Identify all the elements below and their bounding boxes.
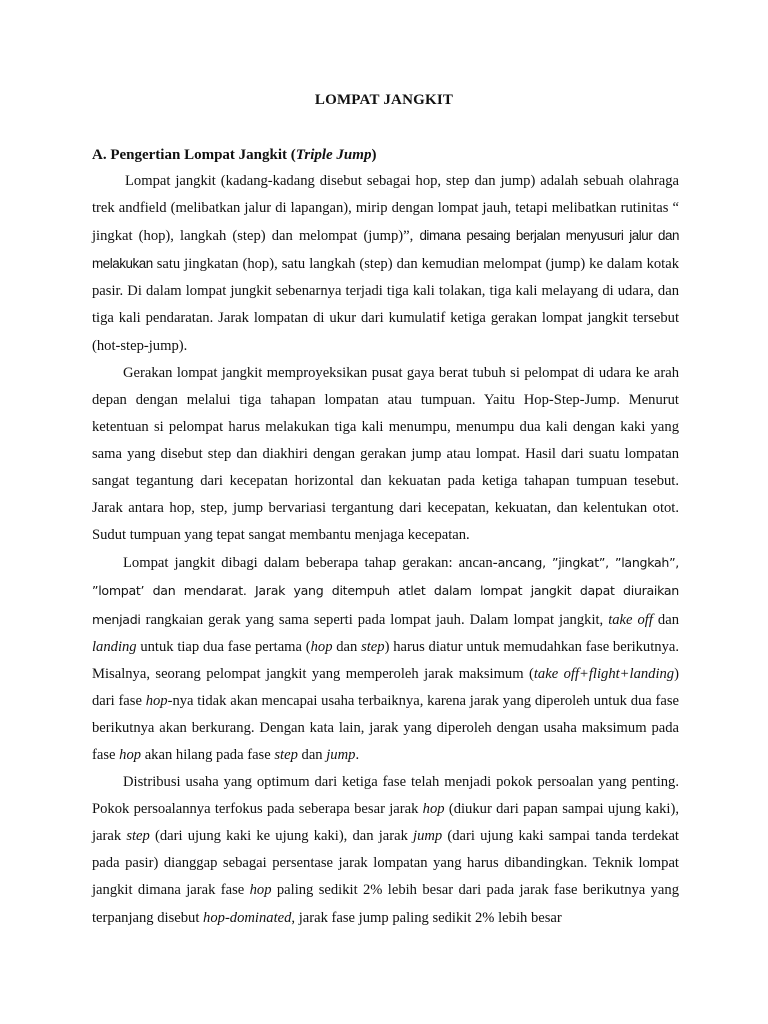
italic-term: step bbox=[126, 828, 150, 845]
italic-term: take off bbox=[608, 611, 653, 628]
text-run: dan bbox=[332, 638, 362, 655]
italic-term: landing bbox=[92, 638, 137, 655]
text-run: Gerakan lompat jangkit memproyeksikan pusat gaya berat tubuh si pelompat di udara ke arah depan dengan melalui tiga tahapan lompatan atau tumpuan. Yaitu Hop-Step-Jump. Menurut ketentuan si pelompat harus melakukan tiga kali menumpu, menumpu dua kali dengan kaki yang sama yang disebut step dan diakhiri dengan gerakan jump atau lompat. Hasil dari suatu lompatan sangat tegantung dari kecepatan horizontal dan kekuatan pada ketiga tahapan tumpuan tesebut. Jarak antara hop, step, jump bervariasi tergantung dari kecepatan, kekuatan, dan kelentukan otot. Sudut tumpuan yang tepat sangat membantu menjaga kecepatan. bbox=[92, 364, 679, 544]
text-run: dan bbox=[652, 611, 679, 628]
text-run: Lompat jangkit dibagi dalam beberapa tahap gerakan: ancan- bbox=[123, 555, 498, 572]
text-run: Distribusi usaha yang optimum dari ketiga fase telah menjadi pokok persoalan yang penting. Pokok persoalannya terfokus pada seberapa besar jarak bbox=[92, 774, 679, 818]
italic-term: jump bbox=[326, 746, 356, 763]
text-run: satu jingkatan (hop), satu langkah (step) dan kemudian melompat (jump) ke dalam kotak pasir. Di dalam lompat jungkit sebenarnya terjadi tiga kali tolakan, tiga kali melayang di udara, dan tiga kali pendaratan. Jarak lompatan di ukur dari kumulatif ketiga gerakan lompat jangkit tersebut (hot-step-jump). bbox=[92, 256, 679, 354]
text-run: Lompat jangkit (kadang-kadang disebut sebagai hop, step dan jump) adalah sebuah olahraga trek andfield (melibatkan jalur di lapangan), mirip dengan lompat jauh, tetapi melibatkan rutinitas “ jingkat (hop), langkah (step) dan melompat (jump)”, bbox=[92, 173, 679, 245]
document-title: LOMPAT JANGKIT bbox=[314, 92, 454, 108]
text-run: rangkaian gerak yang sama seperti pada lompat jauh. Dalam lompat jangkit, bbox=[140, 611, 609, 628]
text-run: ) dari fase bbox=[92, 665, 679, 709]
italic-term: hop bbox=[249, 882, 272, 899]
text-run: . bbox=[355, 746, 360, 763]
body-text bbox=[92, 168, 679, 932]
text-run: ) harus diatur untuk memudahkan fase berikutnya. Misalnya, seorang pelompat jangkit yang memperoleh jarak maksimum ( bbox=[92, 638, 679, 682]
italic-term: step bbox=[274, 746, 298, 763]
paragraph bbox=[92, 360, 679, 550]
italic-term: step bbox=[361, 638, 385, 655]
italic-term: hop bbox=[310, 638, 333, 655]
text-run: dan bbox=[297, 746, 327, 763]
section-heading-prefix: A. Pengertian Lompat Jangkit ( bbox=[92, 147, 296, 163]
italic-term: hop bbox=[145, 692, 168, 709]
section-heading-italic: Triple Jump bbox=[295, 147, 372, 163]
text-run: akan hilang pada fase bbox=[141, 746, 275, 763]
italic-term: take off+flight+landing bbox=[533, 665, 675, 682]
text-run: , jarak fase jump paling sedikit 2% lebih besar bbox=[291, 909, 562, 926]
paragraph bbox=[92, 769, 679, 932]
section-heading-suffix: ) bbox=[371, 147, 377, 163]
italic-term: hop-dominated bbox=[203, 909, 292, 926]
paragraph bbox=[92, 168, 679, 360]
text-run: ancang, ”jingkat”, ”langkah”, ”lompat’ dan mendarat. Jarak yang ditempuh atlet dalam lompat jangkit dapat diuraikan menjadi bbox=[92, 555, 679, 627]
text-run: dimana pesaing berjalan menyusuri jalur dan melakukan bbox=[92, 228, 679, 272]
text-run: -nya tidak akan mencapai usaha terbaiknya, karena jarak yang diperoleh untuk dua fase berikutnya akan berkurang. Dengan kata lain, jarak yang diperoleh dengan usaha maksimum pada fase bbox=[92, 692, 680, 763]
section-heading bbox=[92, 147, 376, 164]
text-run: (dari ujung kaki sampai tanda terdekat pada pasir) dianggap sebagai persentase jarak lompatan yang harus dibandingkan. Teknik lompat jangkit dimana jarak fase bbox=[92, 828, 679, 899]
text-run: untuk tiap dua fase pertama ( bbox=[136, 638, 311, 655]
text-run: paling sedikit 2% lebih besar dari pada jarak fase berikutnya yang terpanjang disebut bbox=[92, 882, 679, 926]
text-run: (dari ujung kaki ke ujung kaki), dan jarak bbox=[149, 828, 414, 845]
text-run: (diukur dari papan sampai ujung kaki), jarak bbox=[92, 801, 679, 845]
paragraph bbox=[92, 549, 679, 769]
italic-term: hop bbox=[422, 801, 445, 818]
italic-term: jump bbox=[413, 828, 443, 845]
italic-term: hop bbox=[119, 746, 142, 763]
